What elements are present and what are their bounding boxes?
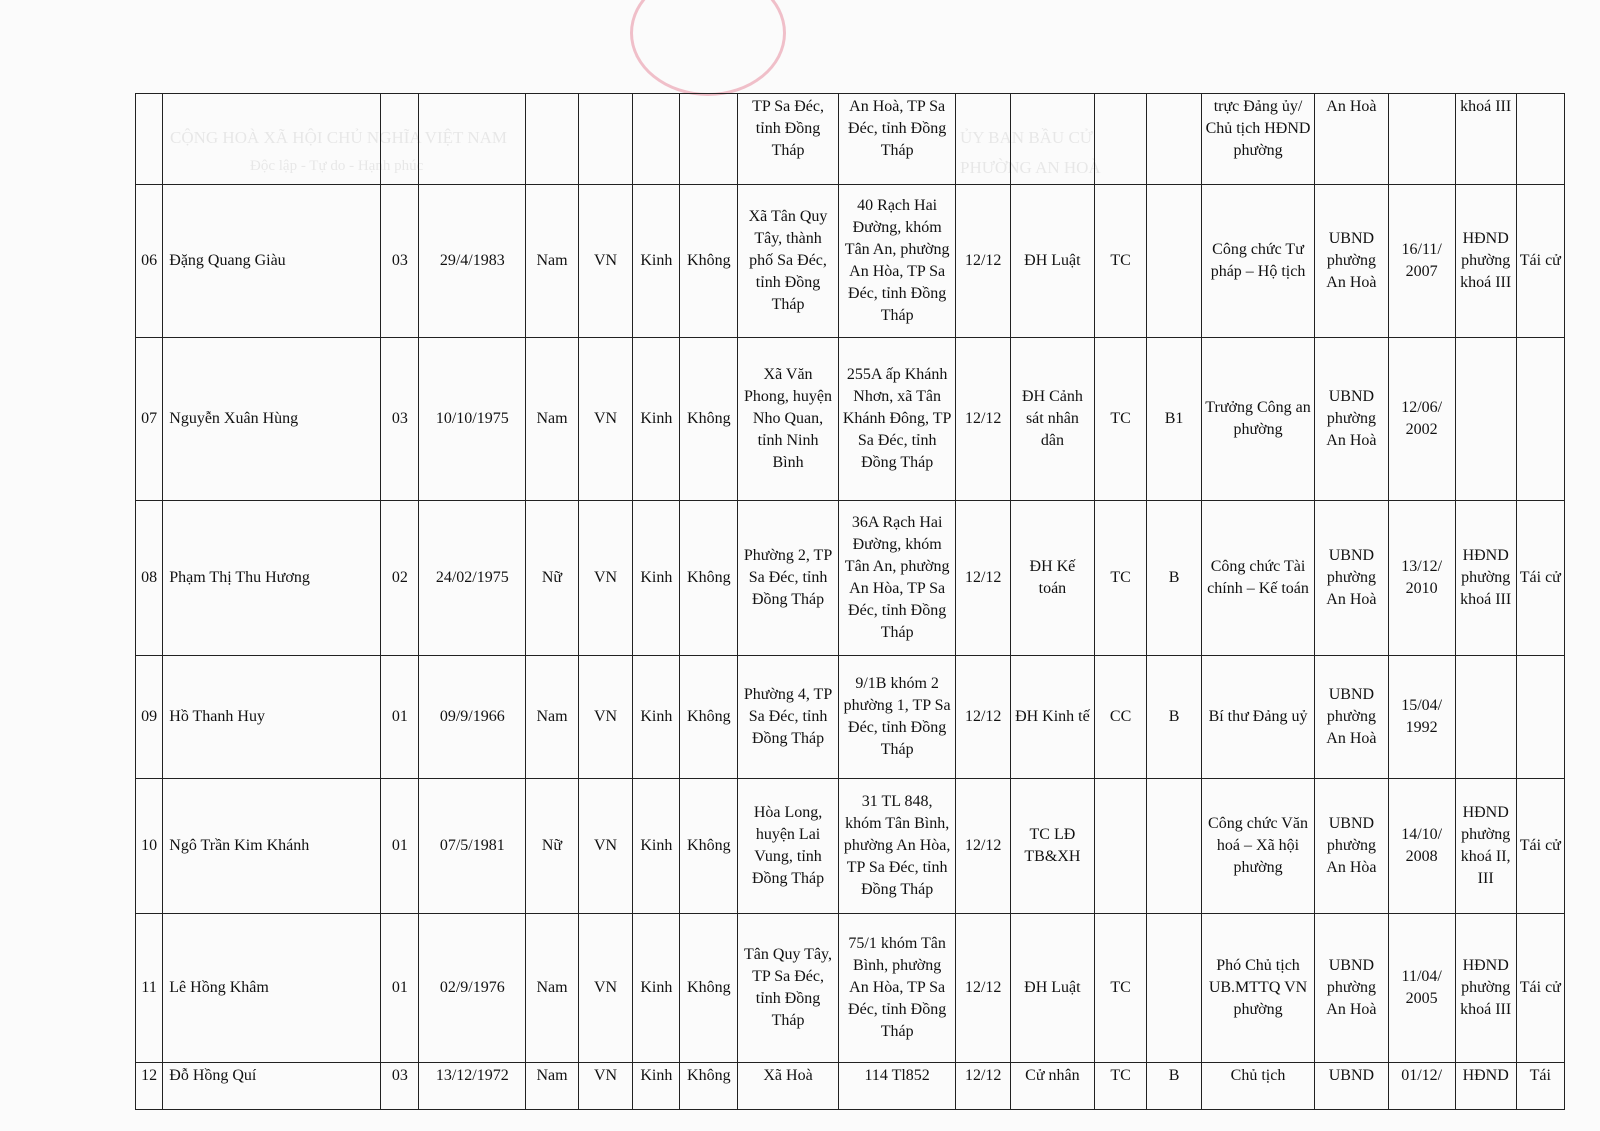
cell-nationality: VN xyxy=(578,338,633,501)
bleed-ward: PHƯỜNG AN HOÀ xyxy=(960,158,1101,177)
cell-political: TC xyxy=(1094,1063,1146,1110)
cell-position: Bí thư Đảng uỷ xyxy=(1201,656,1314,779)
cell-residence: 114 Tl852 xyxy=(838,1063,956,1110)
cell-residence: An Hoà, TP Sa Đéc, tỉnh Đồng Tháp xyxy=(838,94,956,185)
cell-language xyxy=(1147,779,1202,914)
bleed-motto: Độc lập - Tự do - Hạnh phúc xyxy=(250,158,424,174)
cell-gender: Nam xyxy=(526,914,578,1063)
cell-education: 12/12 xyxy=(956,779,1011,914)
cell-residence: 9/1B khóm 2 phường 1, TP Sa Đéc, tỉnh Đồng Tháp xyxy=(838,656,956,779)
cell-name: Ngô Trần Kim Khánh xyxy=(163,779,381,914)
cell-col3: 03 xyxy=(381,338,419,501)
cell-residence: 31 TL 848, khóm Tân Bình, phường An Hòa, TP Sa Đéc, tỉnh Đồng Tháp xyxy=(838,779,956,914)
table-row xyxy=(136,656,1565,779)
bleed-country: CỘNG HOÀ XÃ HỘI CHỦ NGHĨA VIỆT NAM xyxy=(170,128,508,147)
cell-note xyxy=(1516,656,1564,779)
cell-stt: 07 xyxy=(136,338,163,501)
cell-name: Nguyễn Xuân Hùng xyxy=(163,338,381,501)
cell-specialty: ĐH Luật xyxy=(1010,185,1094,338)
cell-religion: Không xyxy=(680,185,738,338)
cell-party-date: 11/04/ 2005 xyxy=(1388,914,1455,1063)
cell-hometown: Phường 4, TP Sa Đéc, tỉnh Đồng Tháp xyxy=(738,656,839,779)
cell-gender: Nam xyxy=(526,1063,578,1110)
cell-note: Tái cử xyxy=(1516,914,1564,1063)
cell-hdnd: HĐND phường khoá III xyxy=(1455,914,1516,1063)
cell-name: Hồ Thanh Huy xyxy=(163,656,381,779)
cell-hdnd xyxy=(1455,338,1516,501)
table-row xyxy=(136,914,1565,1063)
seal-bleed-through xyxy=(630,0,786,96)
cell-hometown: Hòa Long, huyện Lai Vung, tỉnh Đồng Tháp xyxy=(738,779,839,914)
cell-workplace: UBND phường An Hoà xyxy=(1315,914,1388,1063)
cell-name: Đỗ Hồng Quí xyxy=(163,1063,381,1110)
cell-hometown: Xã Tân Quy Tây, thành phố Sa Đéc, tỉnh Đồng Tháp xyxy=(738,185,839,338)
cell-dob: 13/12/1972 xyxy=(419,1063,526,1110)
cell-education: 12/12 xyxy=(956,1063,1011,1110)
cell-political: CC xyxy=(1094,656,1146,779)
cell-dob xyxy=(419,94,526,185)
cell-specialty: ĐH Luật xyxy=(1010,914,1094,1063)
cell-hdnd: HĐND phường khoá II, III xyxy=(1455,779,1516,914)
cell-party-date: 15/04/ 1992 xyxy=(1388,656,1455,779)
cell-stt: 09 xyxy=(136,656,163,779)
cell-specialty: Cử nhân xyxy=(1010,1063,1094,1110)
cell-specialty xyxy=(1010,94,1094,185)
cell-workplace: UBND phường An Hòa xyxy=(1315,779,1388,914)
cell-workplace: UBND phường An Hoà xyxy=(1315,338,1388,501)
cell-dob: 10/10/1975 xyxy=(419,338,526,501)
cell-education: 12/12 xyxy=(956,185,1011,338)
cell-party-date: 14/10/ 2008 xyxy=(1388,779,1455,914)
cell-gender: Nam xyxy=(526,185,578,338)
cell-religion: Không xyxy=(680,338,738,501)
cell-ethnicity: Kinh xyxy=(633,779,680,914)
cell-gender: Nam xyxy=(526,338,578,501)
cell-specialty: ĐH Kinh tế xyxy=(1010,656,1094,779)
cell-position: Công chức Văn hoá – Xã hội phường xyxy=(1201,779,1314,914)
cell-hometown: TP Sa Đéc, tỉnh Đồng Tháp xyxy=(738,94,839,185)
cell-note: Tái cử xyxy=(1516,501,1564,656)
cell-language: B xyxy=(1147,501,1202,656)
cell-residence: 36A Rạch Hai Đường, khóm Tân An, phường An Hòa, TP Sa Đéc, tỉnh Đồng Tháp xyxy=(838,501,956,656)
cell-gender xyxy=(526,94,578,185)
cell-language xyxy=(1147,185,1202,338)
cell-hdnd: HĐND xyxy=(1455,1063,1516,1110)
cell-party-date: 16/11/ 2007 xyxy=(1388,185,1455,338)
cell-residence: 40 Rạch Hai Đường, khóm Tân An, phường An Hòa, TP Sa Đéc, tỉnh Đồng Tháp xyxy=(838,185,956,338)
cell-ethnicity: Kinh xyxy=(633,501,680,656)
cell-religion xyxy=(680,94,738,185)
cell-dob: 07/5/1981 xyxy=(419,779,526,914)
cell-political: TC xyxy=(1094,501,1146,656)
cell-name: Lê Hồng Khâm xyxy=(163,914,381,1063)
cell-ethnicity: Kinh xyxy=(633,1063,680,1110)
cell-party-date xyxy=(1388,94,1455,185)
cell-workplace: UBND phường An Hoà xyxy=(1315,185,1388,338)
cell-hdnd xyxy=(1455,656,1516,779)
cell-language xyxy=(1147,914,1202,1063)
cell-stt: 12 xyxy=(136,1063,163,1110)
cell-hometown: Tân Quy Tây, TP Sa Đéc, tỉnh Đồng Tháp xyxy=(738,914,839,1063)
cell-language xyxy=(1147,94,1202,185)
cell-party-date: 13/12/ 2010 xyxy=(1388,501,1455,656)
cell-position: Phó Chủ tịch UB.MTTQ VN phường xyxy=(1201,914,1314,1063)
cell-specialty: ĐH Kế toán xyxy=(1010,501,1094,656)
cell-col3 xyxy=(381,94,419,185)
cell-specialty: ĐH Cảnh sát nhân dân xyxy=(1010,338,1094,501)
cell-dob: 29/4/1983 xyxy=(419,185,526,338)
cell-party-date: 01/12/ xyxy=(1388,1063,1455,1110)
cell-col3: 01 xyxy=(381,779,419,914)
cell-nationality: VN xyxy=(578,914,633,1063)
cell-hometown: Phường 2, TP Sa Đéc, tỉnh Đồng Tháp xyxy=(738,501,839,656)
cell-nationality: VN xyxy=(578,1063,633,1110)
table-row xyxy=(136,338,1565,501)
cell-name xyxy=(163,94,381,185)
cell-col3: 03 xyxy=(381,185,419,338)
cell-education: 12/12 xyxy=(956,656,1011,779)
cell-religion: Không xyxy=(680,501,738,656)
table-row xyxy=(136,779,1565,914)
cell-nationality: VN xyxy=(578,779,633,914)
cell-nationality: VN xyxy=(578,185,633,338)
cell-political xyxy=(1094,94,1146,185)
cell-education xyxy=(956,94,1011,185)
cell-col3: 03 xyxy=(381,1063,419,1110)
cell-workplace: An Hoà xyxy=(1315,94,1388,185)
cell-dob: 24/02/1975 xyxy=(419,501,526,656)
table-row xyxy=(136,501,1565,656)
cell-workplace: UBND phường An Hoà xyxy=(1315,501,1388,656)
cell-political: TC xyxy=(1094,338,1146,501)
cell-religion: Không xyxy=(680,656,738,779)
cell-stt xyxy=(136,94,163,185)
cell-ethnicity xyxy=(633,94,680,185)
cell-gender: Nữ xyxy=(526,501,578,656)
cell-gender: Nữ xyxy=(526,779,578,914)
cell-position: Công chức Tư pháp – Hộ tịch xyxy=(1201,185,1314,338)
cell-stt: 06 xyxy=(136,185,163,338)
cell-hometown: Xã Hoà xyxy=(738,1063,839,1110)
cell-ethnicity: Kinh xyxy=(633,338,680,501)
cell-ethnicity: Kinh xyxy=(633,914,680,1063)
cell-political: TC xyxy=(1094,914,1146,1063)
cell-dob: 09/9/1966 xyxy=(419,656,526,779)
cell-residence: 75/1 khóm Tân Bình, phường An Hòa, TP Sa Đéc, tỉnh Đồng Tháp xyxy=(838,914,956,1063)
cell-education: 12/12 xyxy=(956,338,1011,501)
cell-note: Tái cử xyxy=(1516,185,1564,338)
cell-col3: 01 xyxy=(381,914,419,1063)
cell-col3: 02 xyxy=(381,501,419,656)
cell-name: Phạm Thị Thu Hương xyxy=(163,501,381,656)
cell-position: Trưởng Công an phường xyxy=(1201,338,1314,501)
cell-religion: Không xyxy=(680,1063,738,1110)
cell-ethnicity: Kinh xyxy=(633,656,680,779)
cell-hometown: Xã Văn Phong, huyện Nho Quan, tỉnh Ninh Bình xyxy=(738,338,839,501)
cell-workplace: UBND phường An Hoà xyxy=(1315,656,1388,779)
cell-specialty: TC LĐ TB&XH xyxy=(1010,779,1094,914)
cell-position: Chủ tịch xyxy=(1201,1063,1314,1110)
cell-note: Tái cử xyxy=(1516,779,1564,914)
cell-col3: 01 xyxy=(381,656,419,779)
cell-note: Tái xyxy=(1516,1063,1564,1110)
cell-hdnd: HĐND phường khoá III xyxy=(1455,185,1516,338)
cell-stt: 10 xyxy=(136,779,163,914)
cell-note xyxy=(1516,338,1564,501)
cell-language: B1 xyxy=(1147,338,1202,501)
cell-language: B xyxy=(1147,1063,1202,1110)
cell-political: TC xyxy=(1094,185,1146,338)
cell-education: 12/12 xyxy=(956,914,1011,1063)
cell-nationality: VN xyxy=(578,501,633,656)
cell-nationality: VN xyxy=(578,656,633,779)
cell-education: 12/12 xyxy=(956,501,1011,656)
cell-nationality xyxy=(578,94,633,185)
cell-stt: 08 xyxy=(136,501,163,656)
table-row xyxy=(136,185,1565,338)
cell-workplace: UBND xyxy=(1315,1063,1388,1110)
table-row xyxy=(136,94,1565,185)
candidate-table xyxy=(135,93,1565,1110)
cell-name: Đặng Quang Giàu xyxy=(163,185,381,338)
cell-party-date: 12/06/ 2002 xyxy=(1388,338,1455,501)
cell-dob: 02/9/1976 xyxy=(419,914,526,1063)
table-row xyxy=(136,1063,1565,1110)
bleed-committee: ỦY BAN BẦU CỬ xyxy=(960,128,1093,147)
cell-language: B xyxy=(1147,656,1202,779)
cell-position: trực Đảng ủy/ Chủ tịch HĐND phường xyxy=(1201,94,1314,185)
cell-residence: 255A ấp Khánh Nhơn, xã Tân Khánh Đông, TP Sa Đéc, tỉnh Đồng Tháp xyxy=(838,338,956,501)
cell-political xyxy=(1094,779,1146,914)
cell-hdnd: khoá III xyxy=(1455,94,1516,185)
cell-ethnicity: Kinh xyxy=(633,185,680,338)
cell-religion: Không xyxy=(680,779,738,914)
cell-position: Công chức Tài chính – Kế toán xyxy=(1201,501,1314,656)
cell-stt: 11 xyxy=(136,914,163,1063)
cell-religion: Không xyxy=(680,914,738,1063)
cell-note xyxy=(1516,94,1564,185)
cell-gender: Nam xyxy=(526,656,578,779)
cell-hdnd: HĐND phường khoá III xyxy=(1455,501,1516,656)
